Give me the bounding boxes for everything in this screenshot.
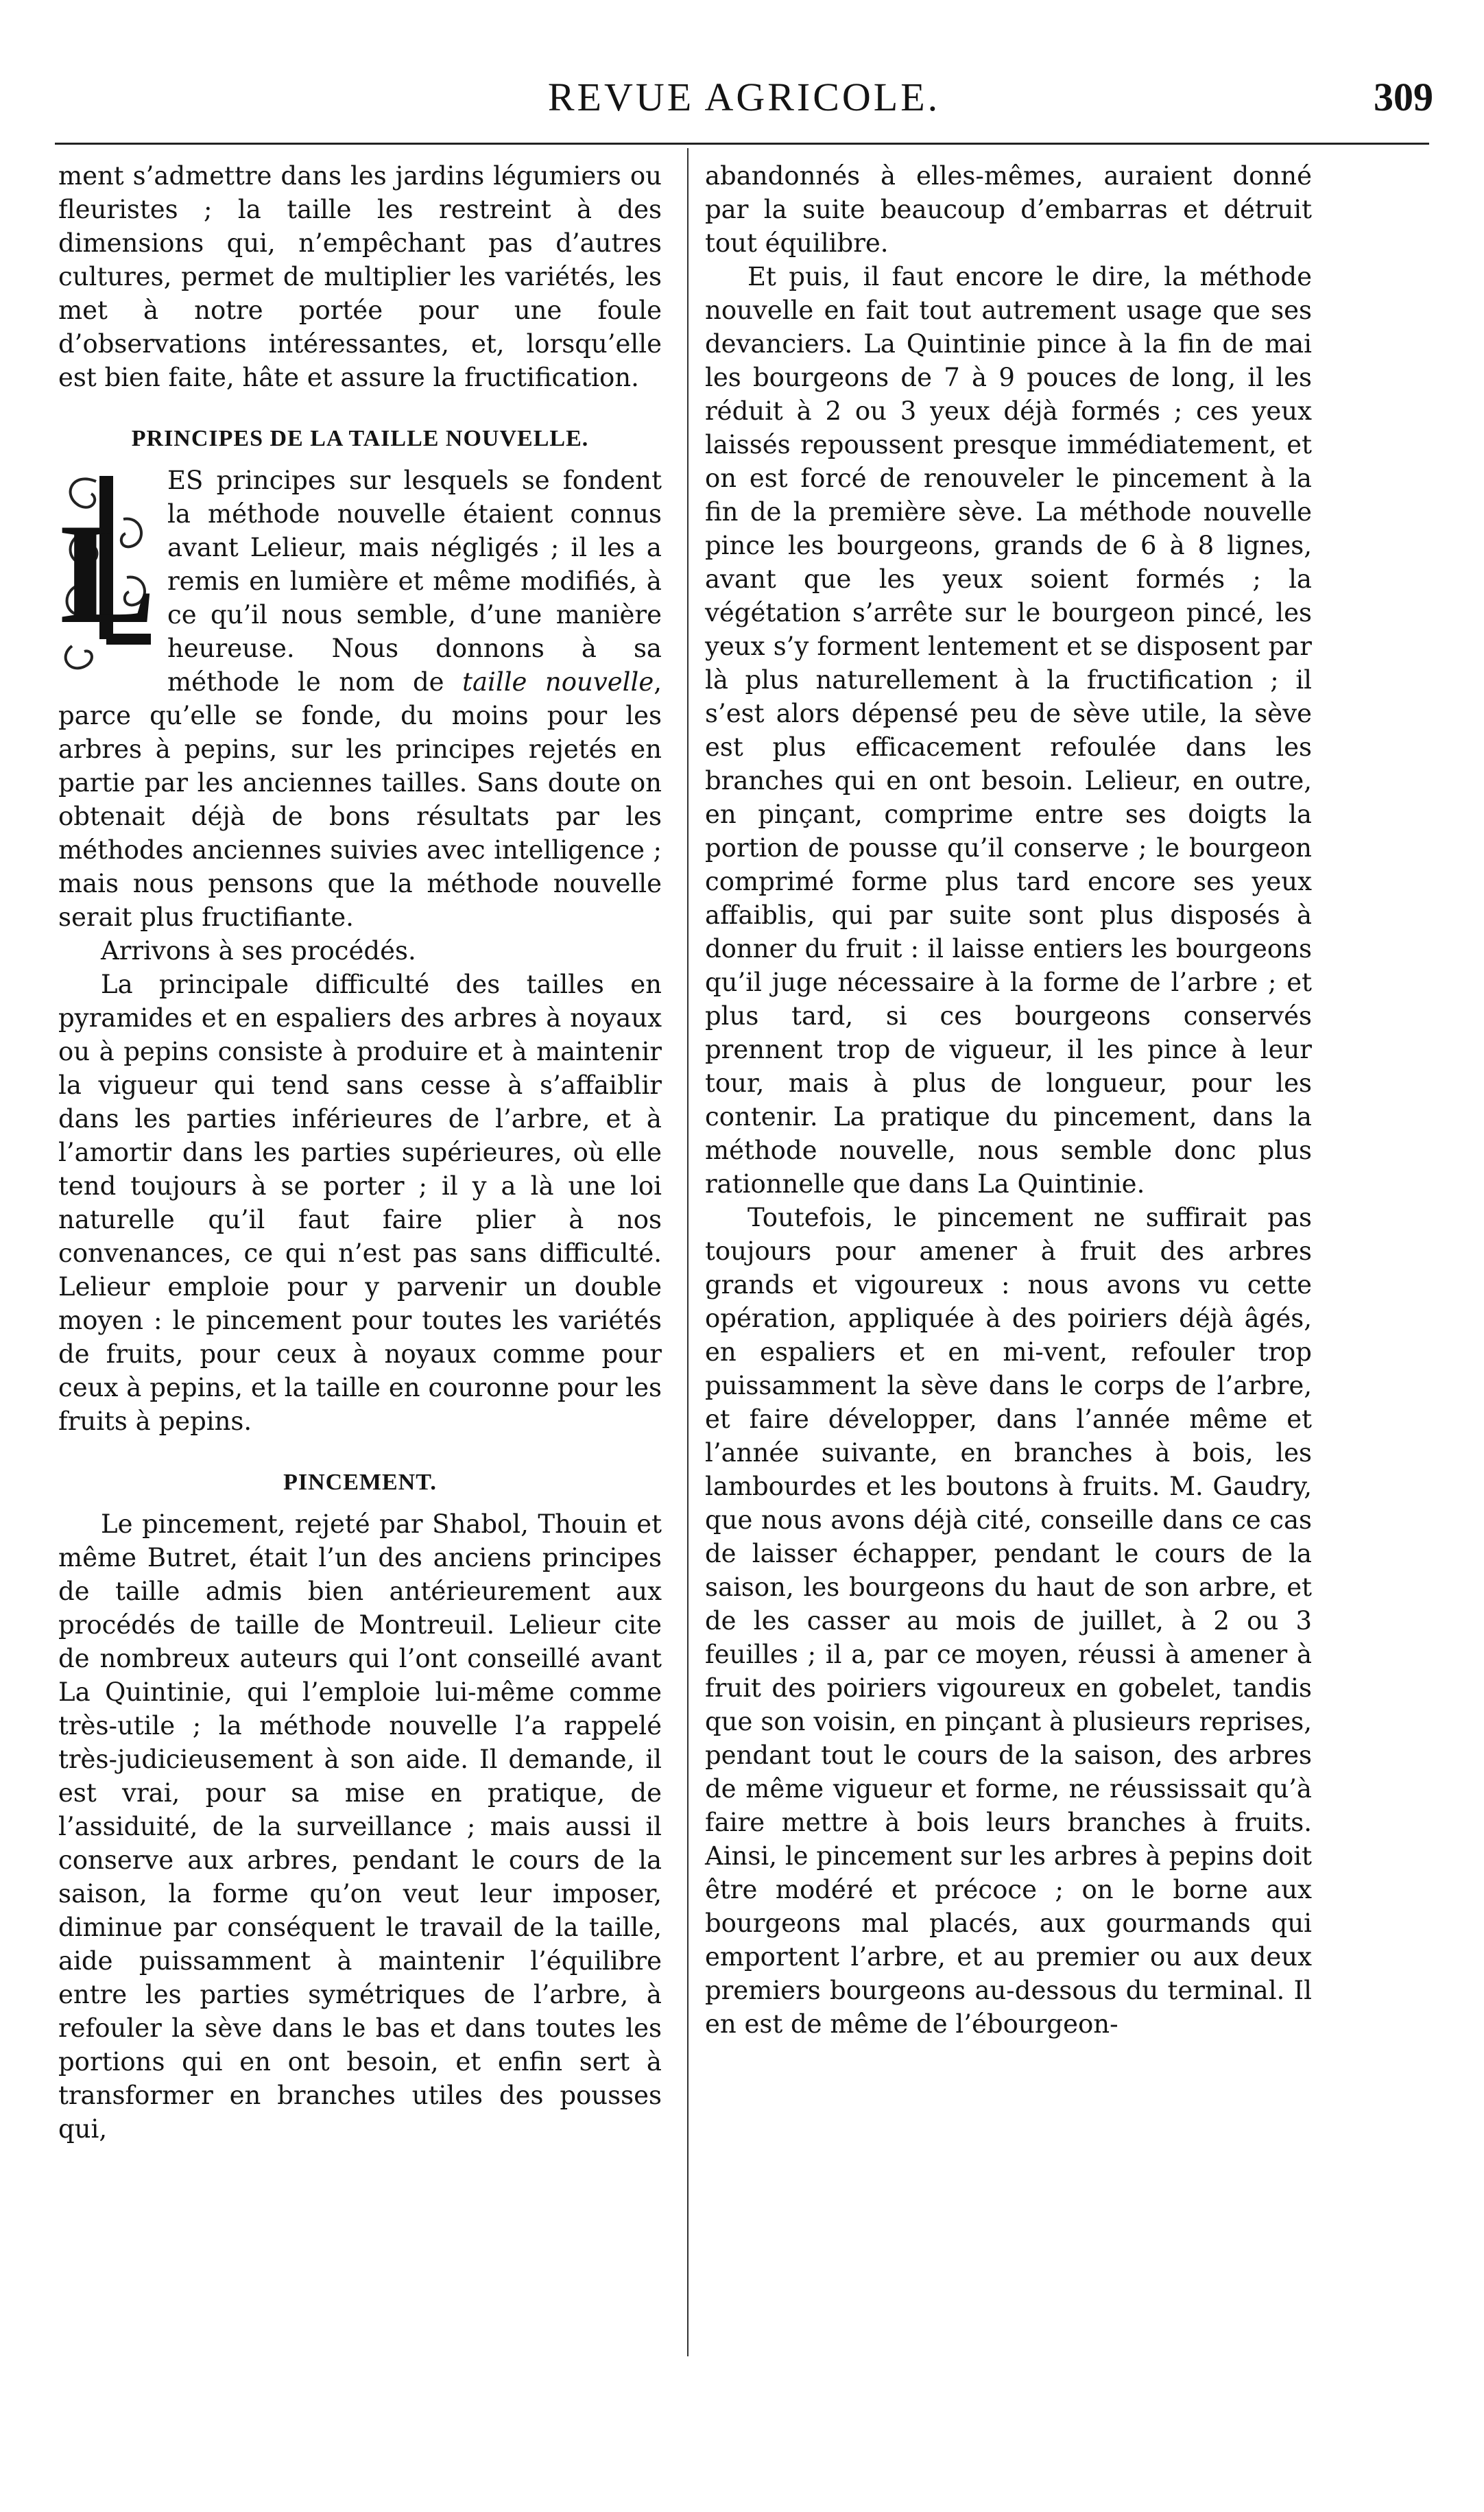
ornamental-dropcap [58,468,158,677]
page-number: 309 [1374,75,1433,119]
paragraph-arrivons: Arrivons à ses procédés. [101,936,416,966]
paragraph-principes-part-a: ES principes sur lesquels se fondent la méthode nouvelle étaient connus avant Lelieur, mais négligés ; il les a remis en lumière et même modifiés, à ce qu’il nous semble, d’une manière heureuse. Nous donnons à sa méthode le nom de [167,466,662,697]
paragraph-pincement: Le pincement, rejeté par Shabol, Thouin et même Butret, était l’un des anciens principes de taille admis bien antérieurement aux procédés de taille de Montreuil. Lelieur cite de nombreux auteurs qui l’ont conseillé avant La Quintinie, qui l’emploie lui-même comme très-utile ; la méthode nouvelle l’a rappelé très-judicieusement à son aide. Il demande, il est vrai, pour sa mise en pratique, de l’assiduité, de la surveillance ; mais aussi il conserve aux arbres, pendant le cours de la saison, la forme qu’on veut leur imposer, diminue par conséquent le travail de la taille, aide puissamment à maintenir l’équilibre entre les parties symétriques de l’arbre, à refouler la sève dans le bas et dans toutes les portions qui en ont besoin, et enfin sert à transformer en branches utiles des pousses qui, [58,1509,662,2144]
column-divider [687,148,689,2356]
page-header [55,69,1433,130]
paragraph-toutefois: Toutefois, le pincement ne suffirait pas toujours pour amener à fruit des arbres grands et vigoureux : nous avons vu cette opération, appliquée à des poiriers déjà âgés, en espaliers et en mi-vent, refouler trop puissamment la sève dans le corps de l’arbre, et faire développer, dans l’année même et l’année suivante, en branches à bois, les lambourdes et les boutons à fruits. M. Gaudry, que nous avons déjà cité, conseille dans ce cas de laisser échapper, pendant le cours de la saison, les bourgeons du haut de son arbre, et de les casser au mois de juillet, à 2 ou 3 feuilles ; il a, par ce moyen, réussi à amener à fruit des poiriers vigoureux en gobelet, tandis que son voisin, en pinçant à plusieurs reprises, pendant tout le cours de la saison, des arbres de même vigueur et forme, ne réussissait qu’à faire mettre à bois leurs branches à fruits. Ainsi, le pincement sur les arbres à pepins doit être modéré et précoce ; on le borne aux bourgeons mal placés, aux gourmands qui emportent l’arbre, et au premier ou aux deux premiers bourgeons au-dessous du terminal. Il en est de même de l’ébourgeon- [705,1203,1312,2039]
dropcap-letter: L [59,494,156,654]
paragraph-intro: ment s’admettre dans les jardins légumiers ou fleuristes ; la taille les restreint à des dimensions qui, n’empêchant pas d’autres cultures, permet de multiplier les variétés, les met à notre portée pour une foule d’observations intéressantes, et, lorsqu’elle est bien faite, hâte et assure la fructification. [58,161,662,392]
paragraph-continuation: abandonnés à elles-mêmes, auraient donné par la suite beaucoup d’embarras et détruit tout équilibre. [705,161,1312,258]
running-title: REVUE AGRICOLE. [547,75,941,119]
section-heading-pincement: PINCEMENT. [283,1470,437,1495]
header-rule [55,143,1429,145]
section-heading-principes: PRINCIPES DE LA TAILLE NOUVELLE. [131,426,589,451]
italic-taille-nouvelle: taille nouvelle [462,667,654,697]
paragraph-principes-part-b: , parce qu’elle se fonde, du moins pour les arbres à pepins, sur les principes rejetés en partie par les anciennes tailles. Sans doute on obtenait déjà de bons résultats par les méthodes anciennes suivies avec intelligence ; mais nous pensons que la méthode nouvelle serait plus fructifiante. [58,667,662,932]
paragraph-principes [58,464,662,934]
right-column [705,159,1312,2041]
left-column [58,159,662,2146]
paragraph-et-puis: Et puis, il faut encore le dire, la méthode nouvelle en fait tout autrement usage que ses devanciers. La Quintinie pince à la fin de mai les bourgeons de 7 à 9 pouces de long, il les réduit à 2 ou 3 yeux déjà formés ; ces yeux laissés repoussent presque immédiatement, et on est forcé de renouveler le pincement à la fin de la première sève. La méthode nouvelle pince les bourgeons, grands de 6 à 8 lignes, avant que les yeux soient formés ; la végétation s’arrête sur le bourgeon pincé, les yeux s’y forment lentement et se disposent par là plus naturellement à la fructification ; il s’est alors dépensé peu de sève utile, la sève est plus efficacement refoulée dans les branches qui en ont besoin. Lelieur, en outre, en pinçant, comprime entre ses doigts la portion de pousse qu’il conserve ; le bourgeon comprimé forme plus tard encore ses yeux affaiblis, qui par suite sont plus disposés à donner du fruit : il laisse entiers les bourgeons qu’il juge nécessaire à la forme de l’arbre ; et plus tard, si ces bourgeons conservés prennent trop de vigueur, il les pince à leur tour, mais à plus de longueur, pour les contenir. La pratique du pincement, dans la méthode nouvelle, nous semble donc plus rationnelle que dans La Quintinie. [705,262,1312,1199]
paragraph-difficulte: La principale difficulté des tailles en pyramides et en espaliers des arbres à noyaux ou à pepins consiste à produire et à maintenir la vigueur qui tend sans cesse à s’affaiblir dans les parties inférieures de l’arbre, et à l’amortir dans les parties supérieures, où elle tend toujours à se porter ; il y a là une loi naturelle qu’il faut faire plier à nos convenances, ce qui n’est pas sans difficulté. Lelieur emploie pour y parvenir un double moyen : le pincement pour toutes les variétés de fruits, pour ceux à noyaux comme pour ceux à pepins, et la taille en couronne pour les fruits à pepins. [58,970,662,1436]
